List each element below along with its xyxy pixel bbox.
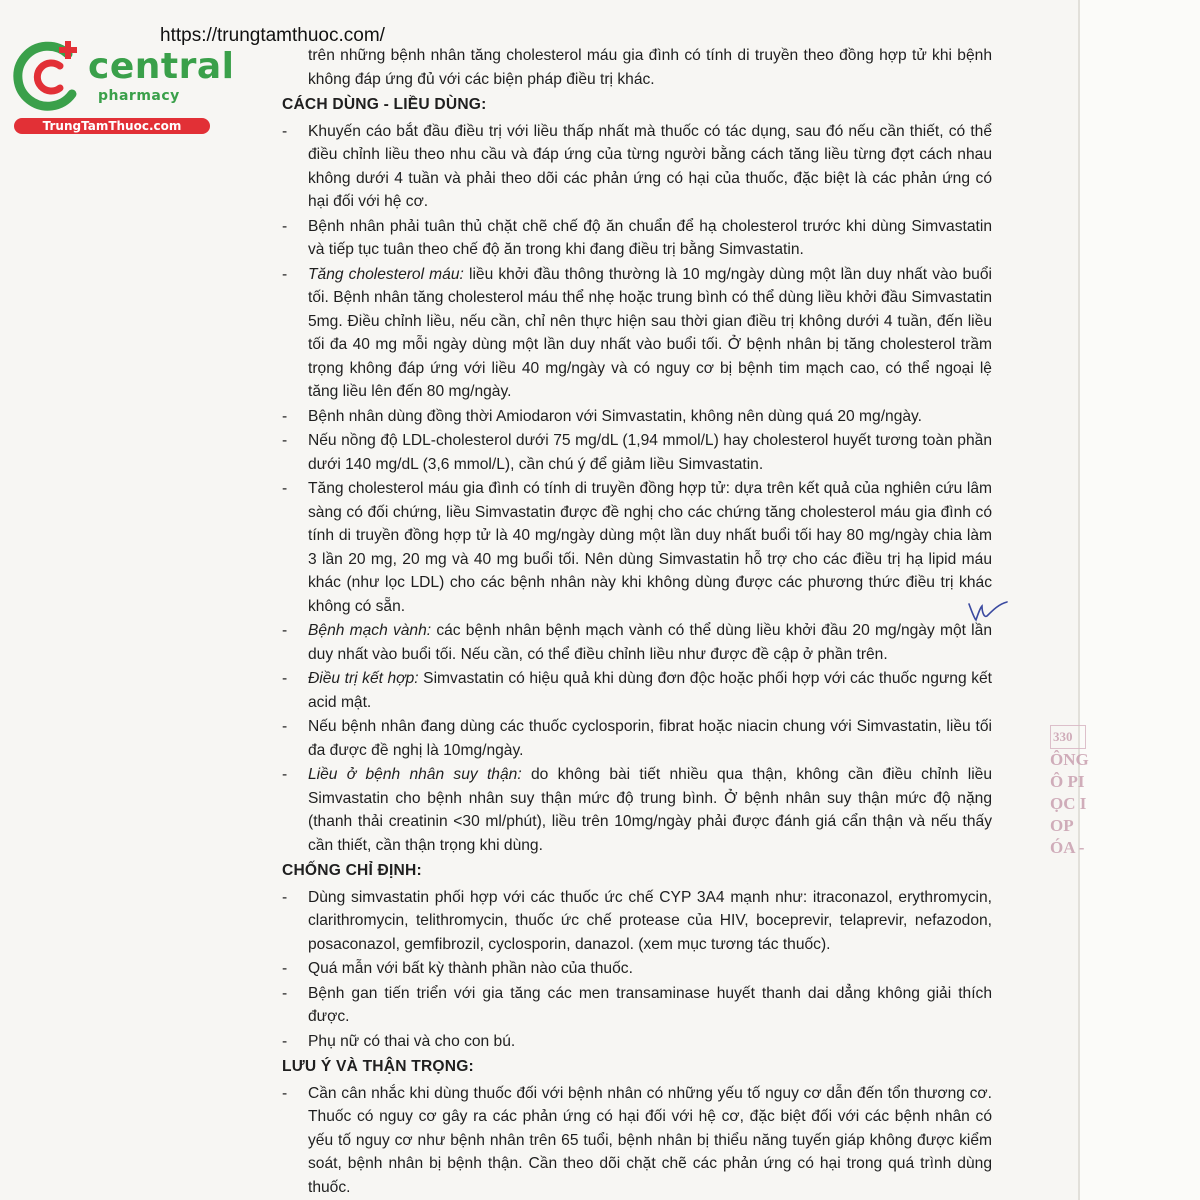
logo-mark-icon [10,36,90,116]
stamp-line: ÓA - [1050,838,1085,857]
list-item [276,667,992,714]
bullet-dash: - [282,265,288,283]
item-text: liều khởi đầu thông thường là 10 mg/ngày dùng một lần duy nhất vào buổi tối. Bệnh nhân tăng cholesterol máu thể nhẹ hoặc trung bình có thể dùng liều khởi đầu Simvastatin 5mg. Điều chỉnh liều, nếu cần, chỉ nên thực hiện sau thời gian điều trị không dưới 4 tuần, đến liều tối đa 40 mg mỗi ngày dùng một lần duy nhất vào buổi tối. Ở bệnh nhân bị tăng cholesterol trầm trọng không đáp ứng với liều 40 mg/ngày và có nguy cơ bị bệnh tim mạch cao, có thể ngoại lệ tăng liều lên đến 80 mg/ngày. [308,265,992,400]
item-text: Dùng simvastatin phối hợp với các thuốc ức chế CYP 3A4 mạnh như: itraconazol, erythromycin, clarithromycin, telithromycin, thuốc ức chế protease của HIV, boceprevir, telaprevir, nefazodon, posaconazol, gemfibrozil, cyclosporin, danazol. (xem mục tương tác thuốc). [308,888,992,953]
bullet-dash: - [282,217,288,235]
stamp-line: ÔNG [1050,750,1089,769]
bullet-dash: - [282,622,288,639]
list-item [276,477,992,618]
central-pharmacy-logo [10,36,235,136]
item-lead: Liều ở bệnh nhân suy thận: [308,766,522,783]
bullet-dash: - [282,718,288,735]
item-text: Simvastatin có hiệu quả khi dùng đơn độc hoặc phối hợp với các thuốc ngưng kết acid mật. [308,670,993,711]
list-item [276,120,992,214]
list-item [276,1030,992,1054]
item-text: Bệnh gan tiến triển với gia tăng các men transaminase huyết thanh dai dẳng không giải thích được. [308,984,992,1025]
bullet-dash: - [282,670,288,687]
bullet-dash: - [282,480,288,497]
item-lead: Tăng cholesterol máu: [308,265,464,283]
list-item [276,405,992,429]
bullet-dash: - [282,1084,288,1102]
item-text: các bệnh nhân bệnh mạch vành có thể dùng liều khởi đầu 20 mg/ngày một lần duy nhất vào buổi tối. Nếu cần, có thể điều chỉnh liều như được đề cập ở phần trên. [308,622,992,663]
item-text: Nếu bệnh nhân đang dùng các thuốc cyclosporin, fibrat hoặc niacin chung với Simvastatin, liều tối đa được đề nghị là 10mg/ngày. [308,718,992,759]
item-text: Quá mẫn với bất kỳ thành phần nào của thuốc. [308,960,633,977]
bullet-dash: - [282,766,288,783]
bullet-dash: - [282,960,288,977]
bullet-dash: - [282,984,288,1002]
logo-badge: TrungTamThuoc.com [14,118,210,134]
list-item [276,957,992,981]
stamp-line: OP [1050,816,1074,835]
item-lead: Bệnh mạch vành: [308,622,432,639]
watermark-url[interactable]: https://trungtamthuoc.com/ [160,25,385,46]
bullet-dash: - [282,1032,288,1050]
stamp-line: ỌC I [1050,794,1087,813]
document-body [276,44,992,1200]
partial-stamp [1050,725,1110,859]
list-item [276,982,992,1029]
bullet-dash: - [282,432,288,449]
item-lead: Điều trị kết hợp: [308,670,419,687]
list-item [276,619,992,666]
list-item [276,215,992,262]
sections [276,93,992,1199]
item-text: Bệnh nhân dùng đồng thời Amiodaron với Simvastatin, không nên dùng quá 20 mg/ngày. [308,407,923,425]
list-item [276,886,992,957]
bullet-dash: - [282,888,288,906]
item-text: Tăng cholesterol máu gia đình có tính di truyền đồng hợp tử: dựa trên kết quả của nghiên cứu lâm sàng có đối chứng, liều Simvastatin được đề nghị cho các chứng tăng cholesterol máu gia đình có tính di truyền đồng hợp tử là 40 mg/ngày dùng một lần duy nhất buổi tối hay 80 mg/ngày chia làm 3 lần 20 mg, 20 mg và 40 mg buổi tối. Nên dùng Simvastatin hỗ trợ cho các điều trị hạ lipid máu khác (như lọc LDL) cho các bệnh nhân này khi không dùng được các phương thức điều trị khác không có sẵn. [308,480,992,615]
section-list [276,120,992,858]
item-text: Cần cân nhắc khi dùng thuốc đối với bệnh nhân có những yếu tố nguy cơ dẫn đến tổn thương cơ. Thuốc có nguy cơ gây ra các phản ứng có hại đối với hệ cơ, đặc biệt đối với các bệnh nhân có yếu tố nguy cơ như bệnh nhân trên 65 tuổi, bệnh nhân bị thiểu năng tuyến giáp không được kiểm soát, bệnh nhân bị bệnh thận. Cần theo dõi chặt chẽ các phản ứng có hại trong quá trình dùng thuốc. [308,1084,992,1196]
list-item [276,263,992,404]
item-text: do không bài tiết nhiều qua thận, không cần điều chỉnh liều Simvastatin cho bệnh nhân suy thận mức độ trung bình. Ở bệnh nhân suy thận mức độ nặng (thanh thải creatinin <30 ml/phút), liều trên 10mg/ngày phải được đánh giá cẩn thận và nếu thấy cần thiết, cần thận trọng khi dùng. [308,766,992,854]
side-marks [1066,500,1080,680]
bullet-dash: - [282,122,288,140]
section-heading: CÁCH DÙNG - LIỀU DÙNG: [282,96,487,113]
section-list [276,886,992,1054]
item-text: Khuyến cáo bắt đầu điều trị với liều thấp nhất mà thuốc có tác dụng, sau đó nếu cần thiết, có thể điều chỉnh liều theo nhu cầu và đáp ứng của từng người bằng cách tăng liều từng đợt cách nhau không dưới 4 tuần và phải theo dõi các phản ứng có hại của thuốc, đặc biệt là các phản ứng có hại đối với hệ cơ. [308,122,992,210]
stamp-line: Ô PI [1050,772,1085,791]
signature-icon [963,598,1011,624]
list-item [276,1082,992,1200]
logo-sub: pharmacy [98,88,180,104]
section-heading: LƯU Ý VÀ THẬN TRỌNG: [282,1058,474,1075]
section-heading: CHỐNG CHỈ ĐỊNH: [282,862,422,879]
item-text: Phụ nữ có thai và cho con bú. [308,1032,516,1050]
item-text: Nếu nồng độ LDL-cholesterol dưới 75 mg/dL (1,94 mmol/L) hay cholesterol huyết tương toàn phần dưới 140 mg/dL (3,6 mmol/L), cần chú ý để giảm liều Simvastatin. [308,432,992,473]
bullet-dash: - [282,407,288,425]
intro-paragraph: trên những bệnh nhân tăng cholesterol máu gia đình có tính di truyền theo đồng hợp tử khi bệnh không đáp ứng đủ với các biện pháp điều trị khác. [308,47,992,88]
list-item [276,715,992,762]
stamp-line: 330 [1050,725,1086,749]
logo-brand: central [88,46,235,87]
item-text: Bệnh nhân phải tuân thủ chặt chẽ chế độ ăn chuẩn để hạ cholesterol trước khi dùng Simvastatin và tiếp tục tuân theo chế độ ăn trong khi đang điều trị bằng Simvastatin. [308,217,992,258]
scan-margin [1080,0,1200,1200]
list-item [276,763,992,857]
list-item [276,429,992,476]
section-list [276,1082,992,1200]
